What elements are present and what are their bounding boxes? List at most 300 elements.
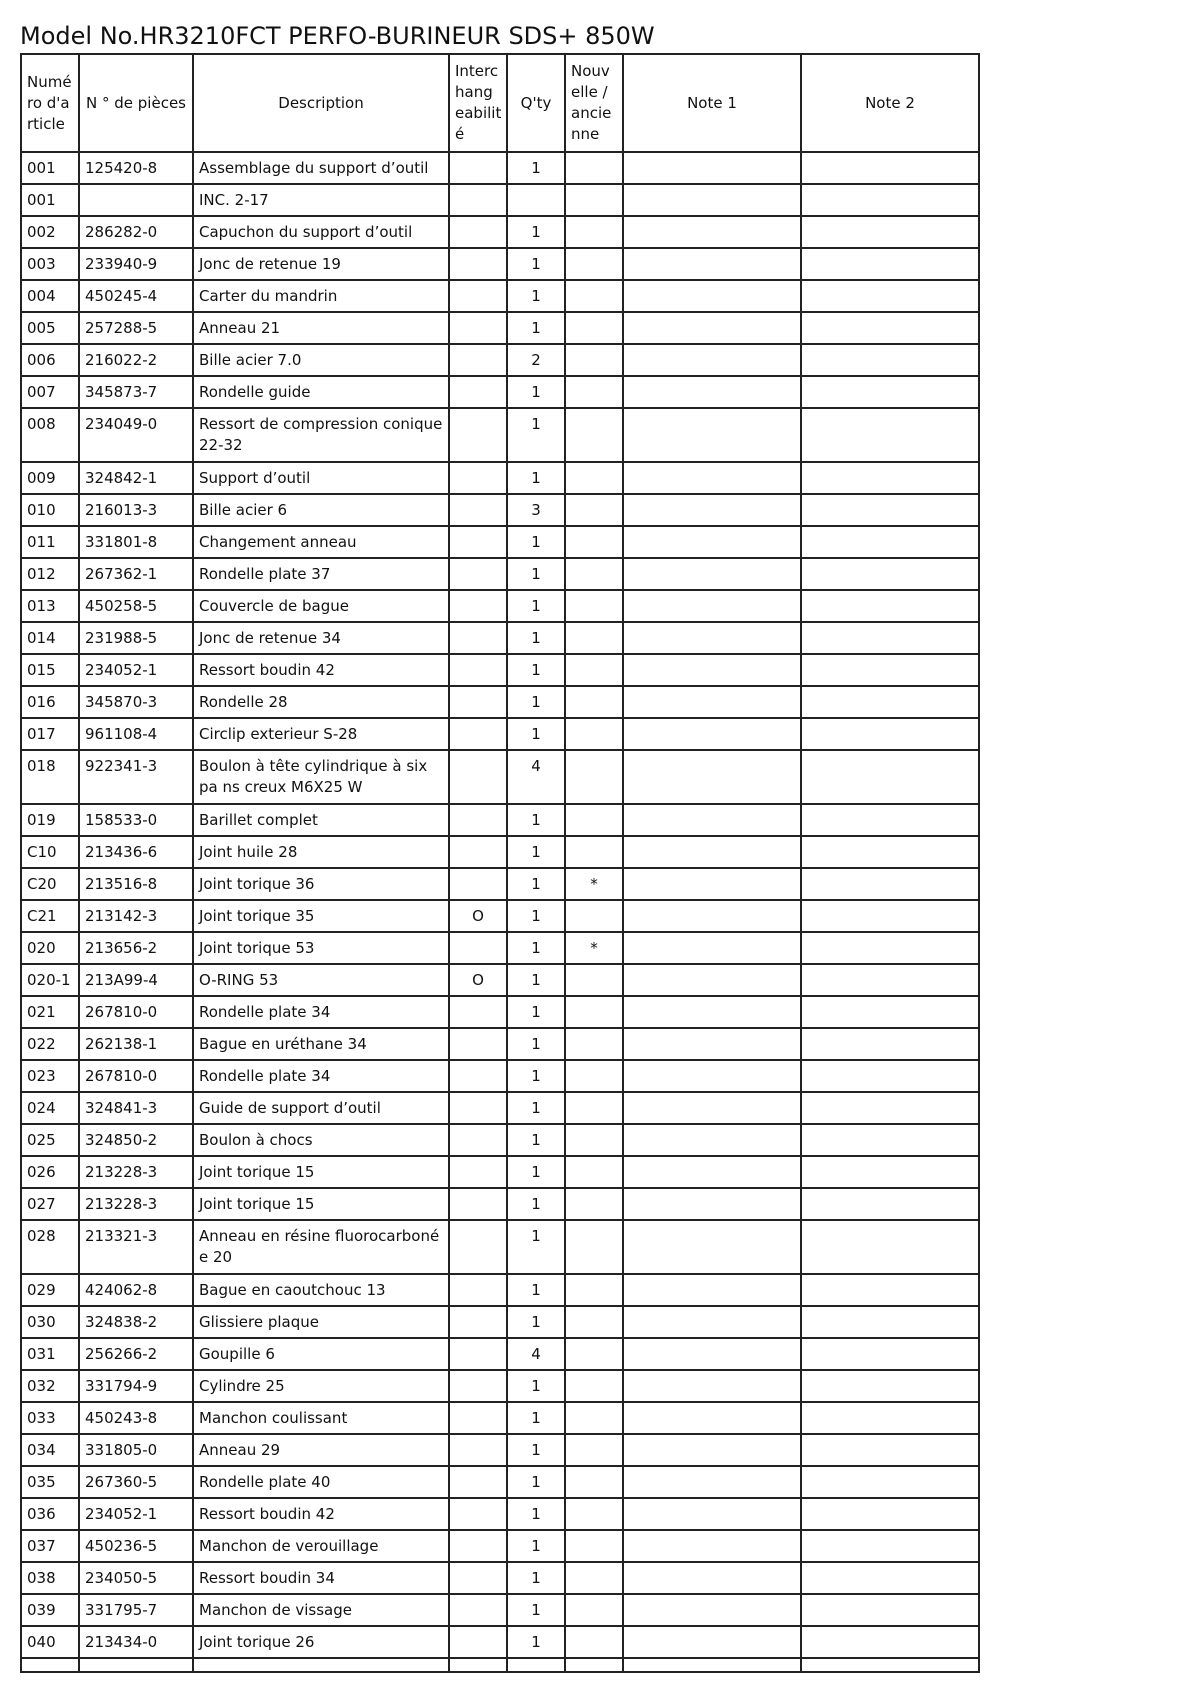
cell-item-no: 006 xyxy=(21,344,79,376)
cell-description: Joint torique 53 xyxy=(193,932,449,964)
table-row xyxy=(21,1306,979,1338)
cell-qty: 1 xyxy=(507,152,565,184)
cell-item-no: 026 xyxy=(21,1156,79,1188)
cell-note1 xyxy=(623,900,801,932)
table-row xyxy=(21,376,979,408)
cell-qty: 3 xyxy=(507,494,565,526)
table-row xyxy=(21,1562,979,1594)
cell-description: Jonc de retenue 34 xyxy=(193,622,449,654)
header-note1: Note 1 xyxy=(623,54,801,152)
cell-description: Ressort de compression conique 22-32 xyxy=(193,408,449,462)
cell-description: Cylindre 25 xyxy=(193,1370,449,1402)
continuation-cell xyxy=(801,1658,979,1672)
cell-note2 xyxy=(801,462,979,494)
cell-note1 xyxy=(623,1338,801,1370)
table-row xyxy=(21,216,979,248)
table-row xyxy=(21,1274,979,1306)
cell-description: Bague en caoutchouc 13 xyxy=(193,1274,449,1306)
table-row xyxy=(21,1498,979,1530)
cell-new-old xyxy=(565,1562,623,1594)
cell-item-no: 009 xyxy=(21,462,79,494)
cell-note1 xyxy=(623,1402,801,1434)
cell-description: Guide de support d’outil xyxy=(193,1092,449,1124)
cell-note2 xyxy=(801,344,979,376)
cell-part-no: 267810-0 xyxy=(79,1060,193,1092)
header-part-no: N ° de pièces xyxy=(79,54,193,152)
cell-qty: 1 xyxy=(507,804,565,836)
cell-note1 xyxy=(623,1466,801,1498)
cell-interchangeability xyxy=(449,1060,507,1092)
cell-new-old xyxy=(565,1124,623,1156)
cell-item-no: 001 xyxy=(21,152,79,184)
cell-new-old xyxy=(565,1626,623,1658)
cell-qty: 1 xyxy=(507,462,565,494)
cell-qty: 4 xyxy=(507,1338,565,1370)
cell-new-old xyxy=(565,558,623,590)
continuation-cell xyxy=(623,1658,801,1672)
cell-note1 xyxy=(623,1220,801,1274)
cell-interchangeability xyxy=(449,1274,507,1306)
cell-item-no: C10 xyxy=(21,836,79,868)
cell-note2 xyxy=(801,1156,979,1188)
table-row xyxy=(21,1626,979,1658)
cell-part-no: 331795-7 xyxy=(79,1594,193,1626)
cell-note2 xyxy=(801,1274,979,1306)
cell-part-no: 233940-9 xyxy=(79,248,193,280)
cell-note2 xyxy=(801,1530,979,1562)
cell-interchangeability xyxy=(449,1530,507,1562)
cell-item-no: 030 xyxy=(21,1306,79,1338)
cell-note2 xyxy=(801,836,979,868)
cell-item-no: 001 xyxy=(21,184,79,216)
cell-part-no: 262138-1 xyxy=(79,1028,193,1060)
cell-part-no: 267362-1 xyxy=(79,558,193,590)
cell-note1 xyxy=(623,1306,801,1338)
cell-new-old xyxy=(565,1188,623,1220)
header-interchangeability: Interc hang eabilit é xyxy=(449,54,507,152)
cell-new-old xyxy=(565,408,623,462)
cell-note2 xyxy=(801,1594,979,1626)
continuation-cell xyxy=(507,1658,565,1672)
cell-qty: 1 xyxy=(507,836,565,868)
cell-item-no: C21 xyxy=(21,900,79,932)
cell-description: Anneau en résine fluorocarboné e 20 xyxy=(193,1220,449,1274)
cell-new-old xyxy=(565,900,623,932)
cell-note1 xyxy=(623,1530,801,1562)
cell-description: Barillet complet xyxy=(193,804,449,836)
cell-qty: 1 xyxy=(507,1188,565,1220)
cell-part-no: 234052-1 xyxy=(79,1498,193,1530)
table-row xyxy=(21,462,979,494)
cell-description: Jonc de retenue 19 xyxy=(193,248,449,280)
cell-interchangeability xyxy=(449,1092,507,1124)
cell-part-no: 331794-9 xyxy=(79,1370,193,1402)
cell-description: Bille acier 7.0 xyxy=(193,344,449,376)
cell-description: Joint huile 28 xyxy=(193,836,449,868)
cell-part-no: 234050-5 xyxy=(79,1562,193,1594)
cell-part-no: 213656-2 xyxy=(79,932,193,964)
cell-note2 xyxy=(801,494,979,526)
cell-note2 xyxy=(801,1338,979,1370)
cell-item-no: 016 xyxy=(21,686,79,718)
cell-new-old xyxy=(565,1402,623,1434)
table-row xyxy=(21,1338,979,1370)
cell-note2 xyxy=(801,312,979,344)
document-title: Model No.HR3210FCT PERFO-BURINEUR SDS+ 850W xyxy=(20,22,655,50)
cell-item-no: 036 xyxy=(21,1498,79,1530)
table-row xyxy=(21,750,979,804)
cell-note2 xyxy=(801,184,979,216)
cell-interchangeability xyxy=(449,750,507,804)
cell-note2 xyxy=(801,248,979,280)
cell-note2 xyxy=(801,900,979,932)
cell-description: Circlip exterieur S-28 xyxy=(193,718,449,750)
cell-item-no: C20 xyxy=(21,868,79,900)
cell-description: Ressort boudin 42 xyxy=(193,654,449,686)
table-row xyxy=(21,654,979,686)
table-row xyxy=(21,494,979,526)
cell-new-old xyxy=(565,804,623,836)
cell-interchangeability xyxy=(449,1220,507,1274)
cell-note2 xyxy=(801,1124,979,1156)
cell-part-no xyxy=(79,184,193,216)
cell-item-no: 020-1 xyxy=(21,964,79,996)
cell-part-no: 324850-2 xyxy=(79,1124,193,1156)
cell-qty: 1 xyxy=(507,1626,565,1658)
cell-description: Ressort boudin 34 xyxy=(193,1562,449,1594)
cell-note1 xyxy=(623,1434,801,1466)
cell-new-old xyxy=(565,462,623,494)
cell-note2 xyxy=(801,654,979,686)
cell-part-no: 213516-8 xyxy=(79,868,193,900)
cell-note1 xyxy=(623,1274,801,1306)
cell-part-no: 216022-2 xyxy=(79,344,193,376)
cell-note2 xyxy=(801,1562,979,1594)
cell-qty: 1 xyxy=(507,216,565,248)
cell-note1 xyxy=(623,1562,801,1594)
cell-part-no: 213A99-4 xyxy=(79,964,193,996)
cell-part-no: 213228-3 xyxy=(79,1156,193,1188)
cell-note1 xyxy=(623,590,801,622)
cell-item-no: 005 xyxy=(21,312,79,344)
parts-table-body xyxy=(21,152,979,1672)
cell-new-old: * xyxy=(565,868,623,900)
cell-note1 xyxy=(623,216,801,248)
table-row xyxy=(21,184,979,216)
cell-interchangeability xyxy=(449,1594,507,1626)
cell-note2 xyxy=(801,1092,979,1124)
cell-description: Carter du mandrin xyxy=(193,280,449,312)
continuation-cell xyxy=(21,1658,79,1672)
cell-qty: 1 xyxy=(507,1498,565,1530)
cell-note2 xyxy=(801,1306,979,1338)
table-row xyxy=(21,344,979,376)
cell-note2 xyxy=(801,622,979,654)
cell-part-no: 234049-0 xyxy=(79,408,193,462)
cell-description: Goupille 6 xyxy=(193,1338,449,1370)
cell-part-no: 961108-4 xyxy=(79,718,193,750)
cell-description: Rondelle guide xyxy=(193,376,449,408)
table-row xyxy=(21,1402,979,1434)
cell-interchangeability xyxy=(449,1338,507,1370)
cell-new-old xyxy=(565,280,623,312)
continuation-cell xyxy=(449,1658,507,1672)
cell-new-old xyxy=(565,184,623,216)
cell-item-no: 031 xyxy=(21,1338,79,1370)
cell-note1 xyxy=(623,1156,801,1188)
cell-note1 xyxy=(623,932,801,964)
cell-qty: 1 xyxy=(507,1434,565,1466)
cell-interchangeability xyxy=(449,216,507,248)
table-row xyxy=(21,526,979,558)
cell-part-no: 345870-3 xyxy=(79,686,193,718)
cell-description: Anneau 29 xyxy=(193,1434,449,1466)
cell-interchangeability xyxy=(449,344,507,376)
cell-description: Glissiere plaque xyxy=(193,1306,449,1338)
cell-note1 xyxy=(623,686,801,718)
cell-note1 xyxy=(623,964,801,996)
cell-item-no: 002 xyxy=(21,216,79,248)
cell-note2 xyxy=(801,718,979,750)
table-header-row xyxy=(21,54,979,152)
table-row xyxy=(21,836,979,868)
cell-qty: 1 xyxy=(507,1530,565,1562)
cell-part-no: 324838-2 xyxy=(79,1306,193,1338)
cell-item-no: 022 xyxy=(21,1028,79,1060)
cell-item-no: 021 xyxy=(21,996,79,1028)
cell-item-no: 027 xyxy=(21,1188,79,1220)
cell-part-no: 257288-5 xyxy=(79,312,193,344)
table-row xyxy=(21,1434,979,1466)
cell-description: Support d’outil xyxy=(193,462,449,494)
cell-description: Capuchon du support d’outil xyxy=(193,216,449,248)
cell-interchangeability xyxy=(449,836,507,868)
header-item-no: Numé ro d'a rticle xyxy=(21,54,79,152)
cell-note2 xyxy=(801,1028,979,1060)
cell-note1 xyxy=(623,376,801,408)
cell-item-no: 008 xyxy=(21,408,79,462)
cell-note1 xyxy=(623,1594,801,1626)
cell-interchangeability xyxy=(449,996,507,1028)
cell-description: Joint torique 15 xyxy=(193,1188,449,1220)
cell-new-old xyxy=(565,1466,623,1498)
cell-interchangeability xyxy=(449,1562,507,1594)
continuation-cell xyxy=(193,1658,449,1672)
cell-qty: 1 xyxy=(507,376,565,408)
cell-interchangeability xyxy=(449,408,507,462)
cell-interchangeability xyxy=(449,184,507,216)
cell-item-no: 039 xyxy=(21,1594,79,1626)
cell-note1 xyxy=(623,494,801,526)
table-row xyxy=(21,312,979,344)
cell-qty: 1 xyxy=(507,1402,565,1434)
cell-interchangeability xyxy=(449,1402,507,1434)
table-row xyxy=(21,1530,979,1562)
cell-new-old xyxy=(565,1370,623,1402)
cell-interchangeability: O xyxy=(449,900,507,932)
cell-qty: 1 xyxy=(507,868,565,900)
cell-new-old xyxy=(565,718,623,750)
cell-part-no: 345873-7 xyxy=(79,376,193,408)
cell-note1 xyxy=(623,1092,801,1124)
cell-note1 xyxy=(623,184,801,216)
cell-new-old xyxy=(565,152,623,184)
cell-new-old xyxy=(565,216,623,248)
cell-description: Joint torique 26 xyxy=(193,1626,449,1658)
cell-note2 xyxy=(801,1060,979,1092)
cell-note1 xyxy=(623,1498,801,1530)
cell-interchangeability xyxy=(449,1124,507,1156)
cell-part-no: 331801-8 xyxy=(79,526,193,558)
cell-part-no: 424062-8 xyxy=(79,1274,193,1306)
cell-note1 xyxy=(623,1060,801,1092)
cell-interchangeability xyxy=(449,868,507,900)
cell-qty: 1 xyxy=(507,932,565,964)
cell-new-old xyxy=(565,1028,623,1060)
cell-note2 xyxy=(801,1466,979,1498)
cell-interchangeability xyxy=(449,654,507,686)
cell-description: Bague en uréthane 34 xyxy=(193,1028,449,1060)
table-row xyxy=(21,1124,979,1156)
cell-description: Rondelle plate 40 xyxy=(193,1466,449,1498)
cell-part-no: 216013-3 xyxy=(79,494,193,526)
cell-note1 xyxy=(623,750,801,804)
cell-part-no: 922341-3 xyxy=(79,750,193,804)
table-row xyxy=(21,1466,979,1498)
cell-item-no: 017 xyxy=(21,718,79,750)
table-row xyxy=(21,804,979,836)
cell-note2 xyxy=(801,152,979,184)
cell-note2 xyxy=(801,1188,979,1220)
cell-note2 xyxy=(801,996,979,1028)
cell-item-no: 040 xyxy=(21,1626,79,1658)
cell-qty: 1 xyxy=(507,686,565,718)
cell-description: Changement anneau xyxy=(193,526,449,558)
cell-part-no: 267810-0 xyxy=(79,996,193,1028)
cell-item-no: 011 xyxy=(21,526,79,558)
cell-part-no: 324841-3 xyxy=(79,1092,193,1124)
cell-note2 xyxy=(801,1402,979,1434)
cell-interchangeability xyxy=(449,526,507,558)
cell-qty: 2 xyxy=(507,344,565,376)
cell-qty: 1 xyxy=(507,1124,565,1156)
table-row xyxy=(21,718,979,750)
cell-new-old xyxy=(565,686,623,718)
cell-interchangeability xyxy=(449,1370,507,1402)
cell-new-old xyxy=(565,750,623,804)
continuation-cell xyxy=(565,1658,623,1672)
cell-new-old xyxy=(565,376,623,408)
cell-item-no: 015 xyxy=(21,654,79,686)
cell-note1 xyxy=(623,312,801,344)
cell-interchangeability xyxy=(449,1434,507,1466)
cell-interchangeability xyxy=(449,462,507,494)
cell-interchangeability xyxy=(449,312,507,344)
cell-item-no: 024 xyxy=(21,1092,79,1124)
cell-new-old xyxy=(565,1530,623,1562)
table-row xyxy=(21,1220,979,1274)
cell-item-no: 038 xyxy=(21,1562,79,1594)
cell-note1 xyxy=(623,1124,801,1156)
cell-qty: 1 xyxy=(507,1220,565,1274)
table-row xyxy=(21,996,979,1028)
cell-part-no: 125420-8 xyxy=(79,152,193,184)
cell-new-old xyxy=(565,654,623,686)
cell-qty: 1 xyxy=(507,622,565,654)
cell-description: INC. 2-17 xyxy=(193,184,449,216)
cell-new-old xyxy=(565,312,623,344)
cell-item-no: 035 xyxy=(21,1466,79,1498)
header-description: Description xyxy=(193,54,449,152)
table-row xyxy=(21,152,979,184)
cell-interchangeability xyxy=(449,1188,507,1220)
cell-new-old xyxy=(565,1156,623,1188)
cell-new-old xyxy=(565,1594,623,1626)
cell-item-no: 012 xyxy=(21,558,79,590)
cell-note1 xyxy=(623,1626,801,1658)
cell-description: Manchon de verouillage xyxy=(193,1530,449,1562)
table-continuation-row xyxy=(21,1658,979,1672)
cell-note1 xyxy=(623,248,801,280)
cell-new-old: * xyxy=(565,932,623,964)
cell-description: Rondelle plate 34 xyxy=(193,996,449,1028)
cell-note2 xyxy=(801,750,979,804)
cell-note2 xyxy=(801,558,979,590)
cell-description: Manchon de vissage xyxy=(193,1594,449,1626)
cell-part-no: 450258-5 xyxy=(79,590,193,622)
cell-qty: 4 xyxy=(507,750,565,804)
cell-qty: 1 xyxy=(507,900,565,932)
cell-item-no: 019 xyxy=(21,804,79,836)
cell-description: Assemblage du support d’outil xyxy=(193,152,449,184)
cell-interchangeability xyxy=(449,590,507,622)
table-row xyxy=(21,1060,979,1092)
cell-qty: 1 xyxy=(507,312,565,344)
cell-qty: 1 xyxy=(507,1092,565,1124)
cell-part-no: 234052-1 xyxy=(79,654,193,686)
cell-qty: 1 xyxy=(507,964,565,996)
table-row xyxy=(21,248,979,280)
cell-description: Couvercle de bague xyxy=(193,590,449,622)
cell-note2 xyxy=(801,526,979,558)
cell-qty: 1 xyxy=(507,718,565,750)
cell-part-no: 213321-3 xyxy=(79,1220,193,1274)
cell-description: Boulon à tête cylindrique à six pa ns creux M6X25 W xyxy=(193,750,449,804)
table-row xyxy=(21,1092,979,1124)
cell-part-no: 213228-3 xyxy=(79,1188,193,1220)
cell-qty: 1 xyxy=(507,408,565,462)
table-row xyxy=(21,686,979,718)
cell-new-old xyxy=(565,1060,623,1092)
cell-description: Boulon à chocs xyxy=(193,1124,449,1156)
cell-part-no: 267360-5 xyxy=(79,1466,193,1498)
table-row xyxy=(21,932,979,964)
table-row xyxy=(21,868,979,900)
cell-note1 xyxy=(623,718,801,750)
cell-interchangeability xyxy=(449,1498,507,1530)
cell-note1 xyxy=(623,996,801,1028)
cell-item-no: 007 xyxy=(21,376,79,408)
cell-note1 xyxy=(623,868,801,900)
cell-note1 xyxy=(623,622,801,654)
table-row xyxy=(21,1156,979,1188)
cell-note2 xyxy=(801,1370,979,1402)
cell-description: Manchon coulissant xyxy=(193,1402,449,1434)
cell-description: O-RING 53 xyxy=(193,964,449,996)
cell-qty: 1 xyxy=(507,526,565,558)
cell-new-old xyxy=(565,622,623,654)
cell-note2 xyxy=(801,376,979,408)
